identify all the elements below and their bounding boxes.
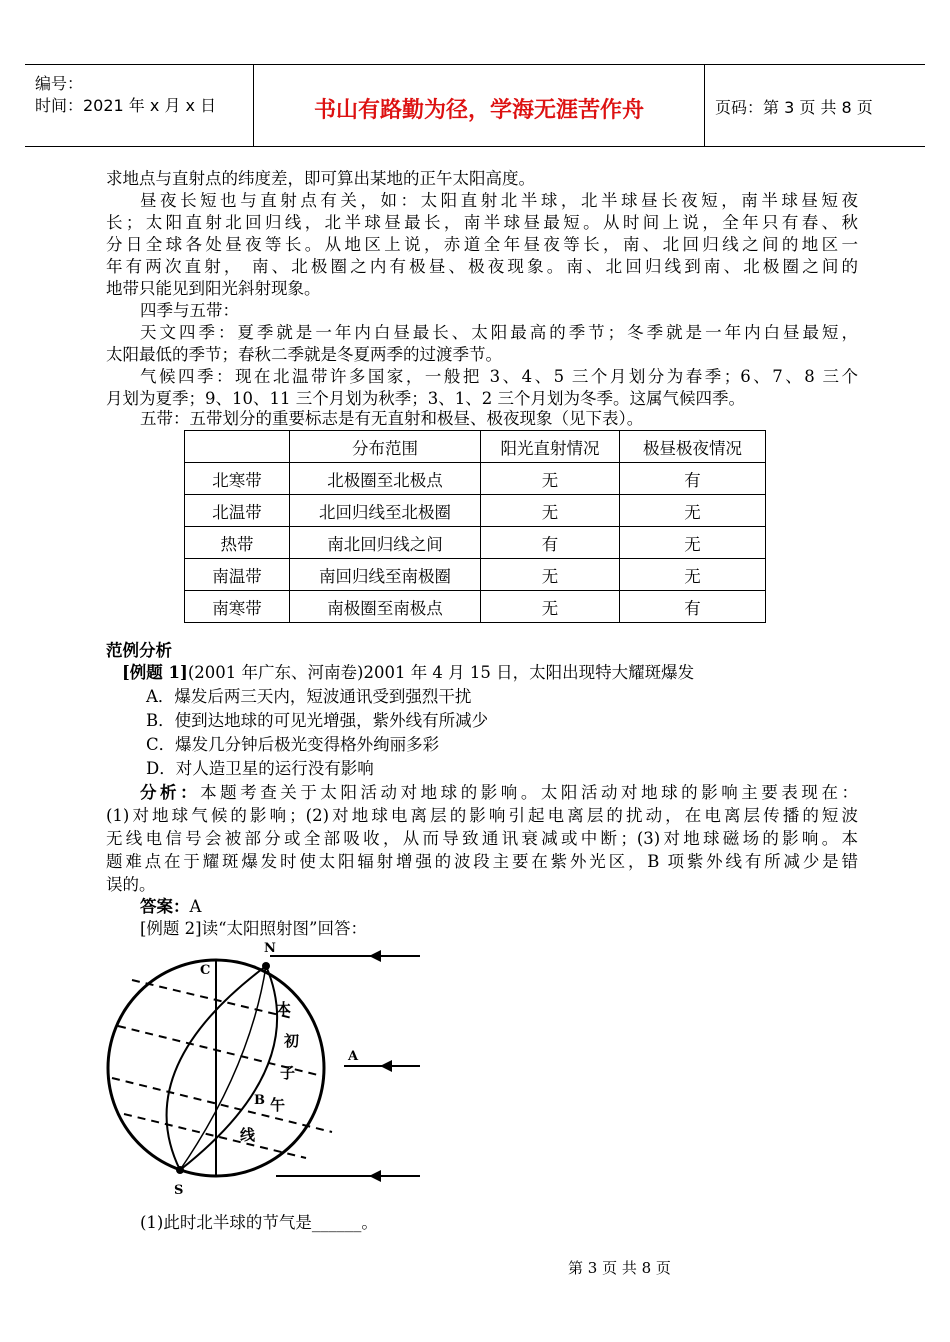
analysis-label: 分析： xyxy=(140,783,201,802)
section-title: 范例分析 xyxy=(106,641,172,660)
text-line: 求地点与直射点的纬度差，即可算出某地的正午太阳高度。 xyxy=(106,169,535,188)
south-pole-dot xyxy=(176,1166,184,1174)
text-line: 长；太阳直射北回归线，北半球昼最长，南半球昼最短。从时间上说，全年只有春、秋 xyxy=(106,213,858,232)
text-line: 太阳最低的季节；春秋二季就是冬夏两季的过渡季节。 xyxy=(106,345,502,364)
analysis-line: 误的。 xyxy=(106,875,156,894)
question-1: (1)此时北半球的节气是______。 xyxy=(140,1213,378,1232)
option-a: A．爆发后两三天内，短波通讯受到强烈干扰 xyxy=(146,687,472,706)
meridian-char: 本 xyxy=(276,1000,292,1018)
table-cell: 北回归线至北极圈 xyxy=(290,495,481,527)
example-2-text: 读“太阳照射图”回答： xyxy=(201,919,367,938)
text-line: 天文四季：夏季就是一年内白昼最长、太阳最高的季节；冬季就是一年内白昼最短， xyxy=(140,323,858,342)
table-cell: 北寒带 xyxy=(185,463,290,495)
table-header-cell: 分布范围 xyxy=(290,431,481,463)
zone-table xyxy=(184,430,766,623)
text-line: 地带只能见到阳光斜射现象。 xyxy=(106,279,321,298)
label-s: S xyxy=(174,1183,184,1198)
parallel-line xyxy=(132,980,292,1018)
table-cell: 南回归线至南极圈 xyxy=(290,559,481,591)
table-header-cell: 阳光直射情况 xyxy=(481,431,620,463)
table-cell: 有 xyxy=(620,591,766,623)
label-c: C xyxy=(200,963,211,978)
table-header-cell xyxy=(185,431,290,463)
option-c: C．爆发几分钟后极光变得格外绚丽多彩 xyxy=(146,735,440,754)
option-b: B．使到达地球的可见光增强，紫外线有所减少 xyxy=(146,711,489,730)
north-pole-dot xyxy=(262,962,270,970)
table-cell: 无 xyxy=(620,495,766,527)
table-row xyxy=(185,495,766,527)
table-row xyxy=(185,591,766,623)
text-line: 气候四季：现在北温带许多国家，一般把 3、4、5 三个月划分为春季；6、7、8 三个 xyxy=(140,367,858,386)
option-d: D．对人造卫星的运行没有影响 xyxy=(146,759,374,778)
analysis-line: 题难点在于耀斑爆发时使太阳辐射增强的波段主要在紫外光区，B 项紫外线有所减少是错 xyxy=(106,852,858,871)
table-cell: 南温带 xyxy=(185,559,290,591)
meridian-char: 子 xyxy=(280,1064,296,1082)
table-header-cell: 极昼极夜情况 xyxy=(620,431,766,463)
label-b: B xyxy=(254,1093,265,1108)
arrow-icon xyxy=(380,1060,392,1072)
time-label: 时间：2021 年 x 月 x 日 xyxy=(35,96,217,115)
text-line: 年有两次直射， 南、北极圈之内有极昼、极夜现象。南、北回归线到南、北极圈之间的 xyxy=(106,257,858,276)
answer-label: 答案： xyxy=(140,897,190,916)
answer-value: A xyxy=(189,897,202,916)
table-cell: 有 xyxy=(620,463,766,495)
table-row xyxy=(185,559,766,591)
section-heading: 四季与五带： xyxy=(140,301,239,320)
header-motto-cell xyxy=(254,65,705,146)
example-1 xyxy=(122,662,694,684)
code-label: 编号： xyxy=(35,74,84,93)
page-footer: 第 3 页 共 8 页 xyxy=(568,1259,671,1277)
table-row xyxy=(185,527,766,559)
analysis-line: (1)对地球气候的影响；(2)对地球电离层的影响引起电离层的扰动，在电离层传播的短波 xyxy=(106,806,858,825)
label-n: N xyxy=(264,941,276,956)
meridian-char: 线 xyxy=(240,1126,256,1144)
text-line: 分日全球各处昼夜等长。从地区上说，赤道全年昼夜等长，南、北回归线之间的地区一 xyxy=(106,235,858,254)
meridian-char: 午 xyxy=(270,1096,286,1114)
table-row xyxy=(185,463,766,495)
table-header-row xyxy=(185,431,766,463)
example-2-label: [例题 2] xyxy=(140,919,202,938)
answer-line xyxy=(140,896,201,918)
table-cell: 无 xyxy=(481,591,620,623)
analysis-text: 本题考查关于太阳活动对地球的影响。太阳活动对地球的影响主要表现在： xyxy=(200,783,859,802)
table-cell: 有 xyxy=(481,527,620,559)
parallel-line xyxy=(112,1078,332,1132)
table-cell: 无 xyxy=(481,559,620,591)
table-cell: 热带 xyxy=(185,527,290,559)
arrow-icon xyxy=(369,1170,381,1182)
header-right-cell xyxy=(705,65,925,146)
example-2 xyxy=(140,918,367,940)
label-a: A xyxy=(348,1049,359,1064)
text-line: 月划为夏季；9、10、11 三个月划为秋季；3、1、2 三个月划为冬季。这属气候四季。 xyxy=(106,389,745,408)
example-1-label: [例题 1] xyxy=(122,663,188,682)
table-cell: 无 xyxy=(481,495,620,527)
table-cell: 北极圈至北极点 xyxy=(290,463,481,495)
table-cell: 南北回归线之间 xyxy=(290,527,481,559)
text-line: 五带：五带划分的重要标志是有无直射和极昼、极夜现象（见下表）。 xyxy=(140,409,644,428)
meridian-char: 初 xyxy=(284,1032,300,1050)
table-cell: 无 xyxy=(620,559,766,591)
page-info: 页码：第 3 页 共 8 页 xyxy=(715,98,873,117)
header-left-cell xyxy=(25,65,254,146)
table-cell: 南寒带 xyxy=(185,591,290,623)
text-line: 昼夜长短也与直射点有关，如：太阳直射北半球，北半球昼长夜短，南半球昼短夜 xyxy=(140,191,858,210)
motto: 书山有路勤为径，学海无涯苦作舟 xyxy=(313,98,644,123)
arrow-icon xyxy=(369,950,381,962)
table-cell: 南极圈至南极点 xyxy=(290,591,481,623)
table-cell: 无 xyxy=(481,463,620,495)
example-1-text: (2001 年广东、河南卷)2001 年 4 月 15 日，太阳出现特大耀斑爆发 xyxy=(187,663,695,682)
table-cell: 北温带 xyxy=(185,495,290,527)
analysis-line: 无线电信号会被部分或全部吸收，从而导致通讯衰减或中断；(3)对地球磁场的影响。本 xyxy=(106,829,858,848)
page-header xyxy=(25,64,925,147)
sun-illumination-diagram xyxy=(100,938,440,1200)
table-cell: 无 xyxy=(620,527,766,559)
analysis-line xyxy=(140,782,858,804)
